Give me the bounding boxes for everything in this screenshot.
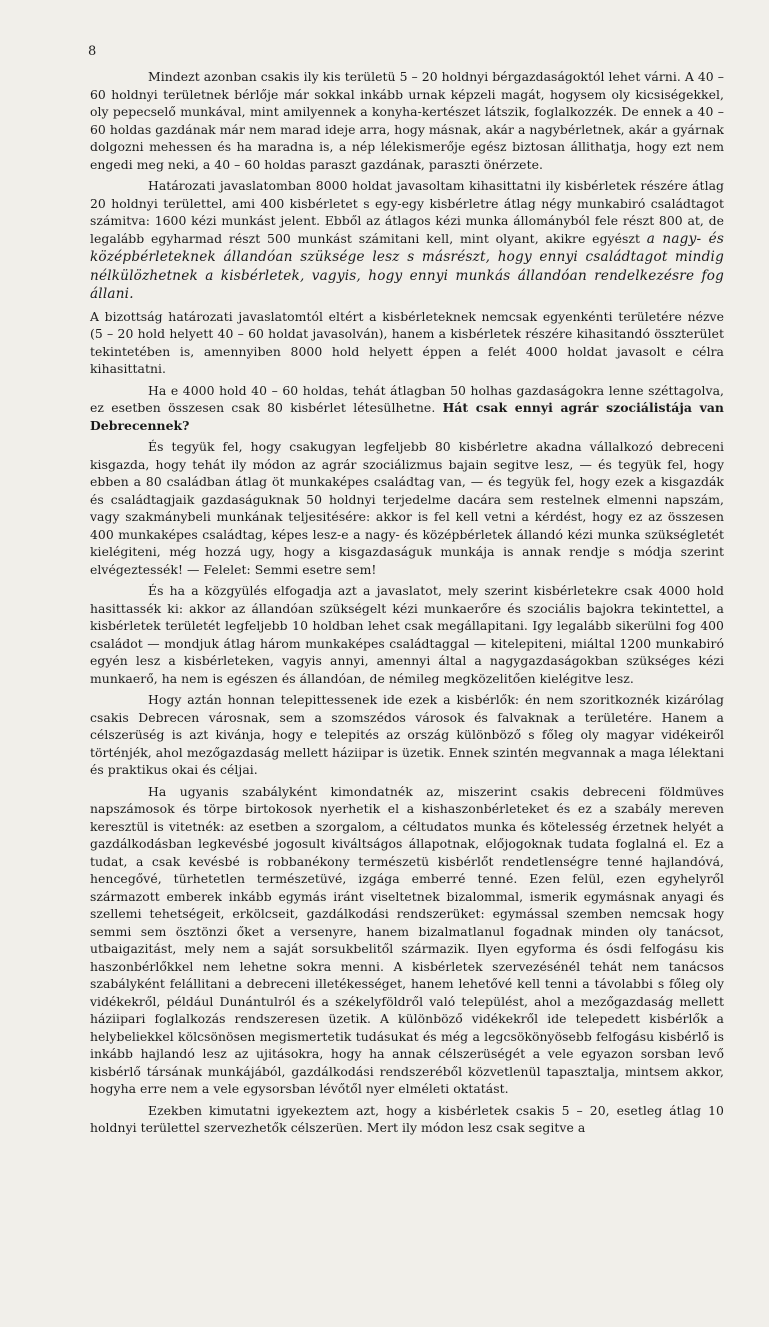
paragraph-4-segment-1: Ha e 4000 hold 40 – 60 holdas, tehát átlagban 50 holhas gazdaságokra lenne széttagolva, ez esetben összesen csak 80 kisbérlet létesülhetne. (90, 382, 724, 415)
paragraph-2-segment-1: Határozati javaslatomban 8000 holdat javasoltam kihasittatni ily kisbérletek részére átlag 20 holdnyi területtel, ami 400 kisbérletet s egy-egy kisbérletre átlag négy munkabiró családtagot számitva: 1600 kézi munkást jelent. Ebből az átlagos kézi munka állományból fele részt 800 at, de legalább egyharmad részt 500 munkást számitani kell, mint olyant, akikre egyészt (90, 178, 724, 246)
paragraph-3 (90, 308, 724, 378)
paragraph-9 (90, 1102, 724, 1137)
paragraph-8 (90, 783, 724, 1098)
paragraph-4 (90, 382, 724, 435)
body-text (90, 68, 724, 1141)
paragraph-1 (90, 68, 724, 173)
paragraph-5-segment-1: És tegyük fel, hogy csakugyan legfeljebb 80 kisbérletre akadna vállalkozó debreceni kisgazda, hogy tehát ily módon az agrár szociálizmus bajain segitve lesz, — és tegyük fel, hogy ebben a 80 családban átlag öt munkaképes családtag van, — és tegyük fel, hogy ezek a kisgazdák és családtagjaik gazdaságuknak 50 holdnyi terjedelme dacára sem restelnek elmenni napszám, vagy szakmánybeli munkának teljesitésére: akkor is fel kell vetni a kérdést, hogy ez az összesen 400 munkaképes családtag, képes lesz-e a nagy- és középbérletek állandó kézi munka szükségletét kielégiteni, még hozzá ugy, hogy a kisgazdaságuk munkája is annak rendje s módja szerint elvégeztessék! — Felelet: Semmi esetre sem! (90, 439, 724, 577)
paragraph-6 (90, 582, 724, 687)
paragraph-9-segment-1: Ezekben kimutatni igyekeztem azt, hogy a kisbérletek csakis 5 – 20, esetleg átlag 10 holdnyi területtel szervezhetők célszerüen. Mert ily módon lesz csak segitve a (90, 1102, 724, 1135)
paragraph-7 (90, 691, 724, 779)
paragraph-2 (90, 177, 724, 304)
paragraph-1-segment-1: Mindezt azonban csakis ily kis területü 5 – 20 holdnyi bérgazdaságoktól lehet várni. A 40 – 60 holdnyi területnek bérlője már sokkal inkább urnak képzeli magát, hogysem oly kicsiségekkel, oly pepecselő munkával, mint amilyennek a konyha-kertészet látszik, foglalkozzék. De ennek a 40 – 60 holdas gazdának már nem marad ideje arra, hogy másnak, akár a nagybérletnek, akár a gyárnak dolgozni mehessen és ha maradna is, a nép lélekismerője egész biztosan állithatja, hogy ezt nem engedi meg neki, a 40 – 60 holdas paraszt gazdának, paraszti önérzete. (90, 69, 724, 172)
paragraph-3-segment-1: A bizottság határozati javaslatomtól eltért a kisbérleteknek nemcsak egyenkénti területére nézve (5 – 20 hold helyett 40 – 60 holdat javasolván), hanem a kisbérletek részére kihasitandó összterület tekintetében is, amennyiben 8000 hold helyett éppen a felét 4000 holdat javasolt e célra kihasittatni. (90, 308, 724, 376)
paragraph-5 (90, 438, 724, 578)
paragraph-2-segment-2: a nagy- és középbérleteknek állandóan szüksége lesz s másrészt, hogy ennyi családtagot mindig nélkülözhetnek a kisbérletek, vagyis, hogy ennyi munkás állandóan rendelkezésre fog állani. (90, 230, 724, 302)
page-number: 8 (88, 44, 97, 59)
paragraph-8-segment-1: Ha ugyanis szabályként kimondatnék az, miszerint csakis debreceni földmüves napszámosok és törpe birtokosok nyerhetik el a kishaszonbérleteket és ez a szabály mereven keresztül is vitetnék: az esetben a szorgalom, a céltudatos munka és kötelesség érzetnek helyét a gazdálkodásban legkevésbé jogosult kiváltságos állapotnak, előjogoknak tudata foglalná el. Ez a tudat, a csak kevésbé is robbanékony természetü kisbérlőt rendetlenségre tenné hajlandóvá, hencegővé, türhetetlen természetüvé, izgága emberré tenné. Ezen felül, ezen egyhelyről származott emberek inkább egymás iránt viseltetnek bizalommal, ismerik egymásnak anyagi és szellemi tehetségeit, erkölcseit, gazdálkodási rendszerüket: egymással szemben nemcsak hogy semmi sem ösztönzi őket a versenyre, hanem bizalmatlanul fogadnak minden oly tanácsot, utbaigazitást, mely nem a saját sorsukbelitől származik. Ilyen egyforma és ósdi felfogásu kis haszonbérlőkkel nem lehetne sokra menni. A kisbérletek szervezésénél tehát nem tanácsos szabályként felállitani a debreceni illetékességet, hanem lehetővé kell tenni a távolabbi s főleg oly vidékekről, például Dunántulról és a székelyföldről való települést, ahol a mezőgazdaság mellett háziipari foglalkozás rendszeresen üzetik. A különböző vidékekről ide telepedett kisbérlők a helybeliekkel kölcsönösen megismertetik tudásukat és még a legcsökönyösebb felfogásu kisbérlő is inkább hajlandó lesz az ujitásokra, hogy ha annak célszerüségét a vele egyazon sorsban levő kisbérlő társának munkájából, gazdálkodási rendszeréből közvetlenül tapasztalja, mintsem akkor, hogyha erre nem a vele egysorsban lévőtől nyer elméleti oktatást. (90, 783, 724, 1096)
paragraph-4-segment-2: Hát csak ennyi agrár szociálistája van Debrecennek? (90, 400, 724, 433)
paragraph-7-segment-1: Hogy aztán honnan telepittessenek ide ezek a kisbérlők: én nem szoritkoznék kizárólag csakis Debrecen városnak, sem a szomszédos városok és falvaknak a területére. Hanem a célszerüség is azt kivánja, hogy e telepités az ország különböző s főleg oly magyar vidékeiről történjék, ahol mezőgazdaság mellett háziipar is üzetik. Ennek szintén megvannak a maga lélektani és praktikus okai és céljai. (90, 692, 724, 777)
paragraph-6-segment-1: És ha a közgyülés elfogadja azt a javaslatot, mely szerint kisbérletekre csak 4000 hold hasittassék ki: akkor az állandóan szükségelt kézi munkaerőre és szociális bajokra tekintettel, a kisbérletek területét legfeljebb 10 holdban lehet csak megállapitani. Igy legalább sikerülni fog 400 családot — mondjuk átlag három munkaképes családtaggal — kitelepiteni, miáltal 1200 munkabiró egyén lesz a kisbérleteken, vagyis annyi, amennyi által a nagygazdaságokban szükséges kézi munkaerő, ha nem is egészen és állandóan, de némileg megközelitően kielégitve lesz. (90, 583, 724, 686)
